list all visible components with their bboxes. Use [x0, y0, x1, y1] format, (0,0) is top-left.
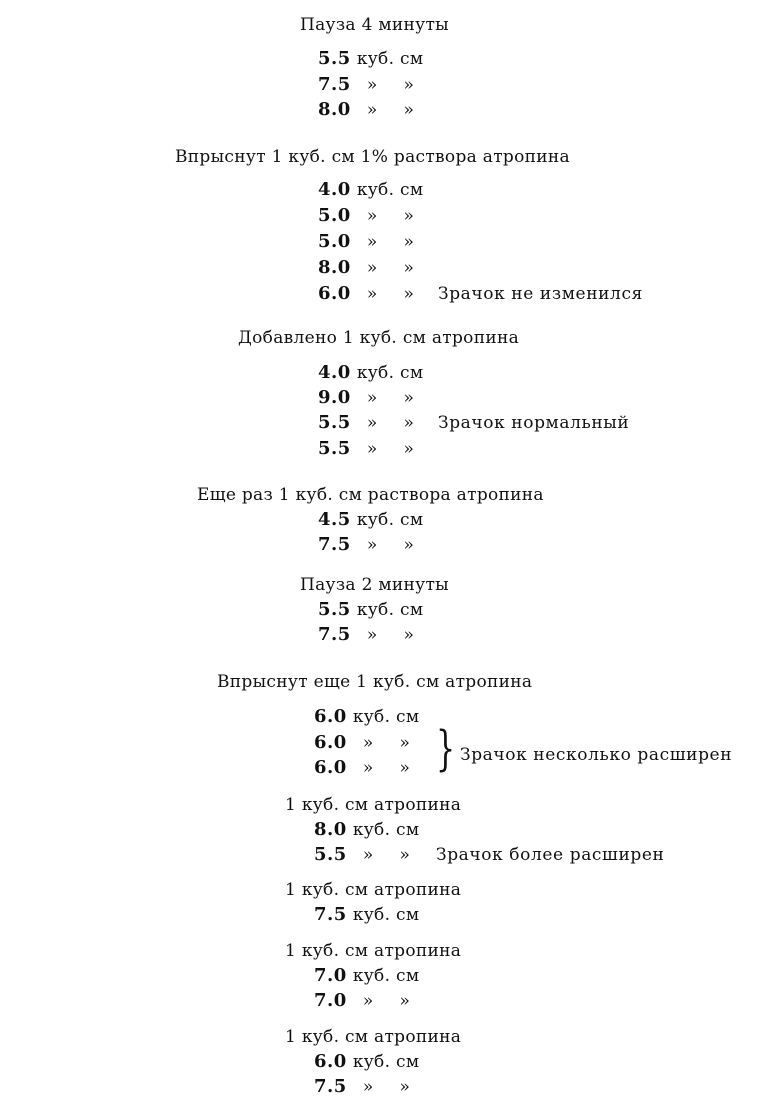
- section-heading: Еще раз 1 куб. см раствора атропина: [197, 485, 544, 505]
- value: 8.0: [318, 99, 351, 120]
- value: 6.0: [314, 757, 347, 778]
- measurement-row: [318, 510, 423, 530]
- unit: куб. см: [352, 966, 420, 986]
- unit: куб. см: [356, 600, 424, 620]
- measurement-row: [318, 363, 423, 383]
- value: 7.5: [318, 624, 351, 645]
- ditto-mark: »: [362, 845, 374, 865]
- measurement-row: [318, 100, 414, 120]
- value: 6.0: [318, 283, 351, 304]
- measurement-row: [318, 49, 423, 69]
- value: 5.5: [318, 48, 351, 69]
- ditto-mark: »: [403, 388, 415, 408]
- value: 8.0: [314, 819, 347, 840]
- ditto-mark: »: [366, 413, 378, 433]
- measurement-row: [314, 966, 419, 986]
- pupil-note: Зрачок нормальный: [438, 413, 630, 433]
- unit: куб. см: [352, 1052, 420, 1072]
- ditto-mark: »: [399, 733, 411, 753]
- measurement-row: [318, 535, 414, 555]
- ditto-mark: »: [366, 258, 378, 278]
- section-heading: 1 куб. см атропина: [285, 880, 462, 900]
- pupil-note: Зрачок несколько расширен: [460, 745, 733, 765]
- value: 7.5: [318, 534, 351, 555]
- measurement-row: [318, 232, 414, 252]
- ditto-mark: »: [403, 75, 415, 95]
- ditto-mark: »: [399, 1077, 411, 1097]
- measurement-row: [314, 758, 410, 778]
- pupil-note: Зрачок не изменился: [438, 284, 643, 304]
- measurement-row: [318, 625, 414, 645]
- ditto-mark: »: [366, 439, 378, 459]
- measurement-row: [318, 284, 414, 304]
- ditto-mark: »: [366, 388, 378, 408]
- section-heading: Пауза 4 минуты: [300, 15, 450, 35]
- measurement-row: [314, 820, 419, 840]
- measurement-row: [318, 206, 414, 226]
- ditto-mark: »: [366, 625, 378, 645]
- value: 7.5: [314, 1076, 347, 1097]
- value: 5.0: [318, 205, 351, 226]
- ditto-mark: »: [366, 100, 378, 120]
- ditto-mark: »: [403, 258, 415, 278]
- measurement-row: [314, 707, 419, 727]
- section-heading: Добавлено 1 куб. см атропина: [238, 328, 520, 348]
- value: 6.0: [314, 706, 347, 727]
- pupil-note: Зрачок более расширен: [436, 845, 665, 865]
- measurement-row: [318, 413, 414, 433]
- value: 5.5: [318, 412, 351, 433]
- measurement-row: [318, 75, 414, 95]
- unit: куб. см: [356, 363, 424, 383]
- value: 6.0: [314, 732, 347, 753]
- measurement-row: [318, 258, 414, 278]
- value: 7.0: [314, 990, 347, 1011]
- value: 5.5: [314, 844, 347, 865]
- ditto-mark: »: [399, 758, 411, 778]
- value: 5.5: [318, 438, 351, 459]
- ditto-mark: »: [403, 413, 415, 433]
- value: 9.0: [318, 387, 351, 408]
- measurement-row: [318, 600, 423, 620]
- value: 8.0: [318, 257, 351, 278]
- measurement-row: [314, 1077, 410, 1097]
- measurement-row: [318, 439, 414, 459]
- ditto-mark: »: [403, 439, 415, 459]
- section-heading: Пауза 2 минуты: [300, 575, 450, 595]
- section-heading: 1 куб. см атропина: [285, 941, 462, 961]
- ditto-mark: »: [403, 284, 415, 304]
- unit: куб. см: [352, 820, 420, 840]
- unit: куб. см: [356, 180, 424, 200]
- measurement-row: [314, 905, 419, 925]
- ditto-mark: »: [399, 991, 411, 1011]
- ditto-mark: »: [362, 733, 374, 753]
- ditto-mark: »: [403, 535, 415, 555]
- ditto-mark: »: [362, 991, 374, 1011]
- brace: }: [436, 721, 456, 778]
- unit: куб. см: [356, 49, 424, 69]
- ditto-mark: »: [366, 535, 378, 555]
- ditto-mark: »: [403, 100, 415, 120]
- measurement-row: [314, 1052, 419, 1072]
- section-heading: Впрыснут 1 куб. см 1% раствора атропина: [175, 147, 570, 167]
- value: 5.0: [318, 231, 351, 252]
- measurement-row: [314, 845, 410, 865]
- value: 5.5: [318, 599, 351, 620]
- ditto-mark: »: [362, 1077, 374, 1097]
- measurement-row: [318, 180, 423, 200]
- ditto-mark: »: [366, 232, 378, 252]
- section-heading: 1 куб. см атропина: [285, 795, 462, 815]
- section-heading: Впрыснут еще 1 куб. см атропина: [217, 672, 533, 692]
- unit: куб. см: [356, 510, 424, 530]
- value: 4.5: [318, 509, 351, 530]
- measurement-row: [314, 733, 410, 753]
- value: 4.0: [318, 362, 351, 383]
- ditto-mark: »: [399, 845, 411, 865]
- value: 7.5: [314, 904, 347, 925]
- unit: куб. см: [352, 905, 420, 925]
- unit: куб. см: [352, 707, 420, 727]
- measurement-row: [318, 388, 414, 408]
- section-heading: 1 куб. см атропина: [285, 1027, 462, 1047]
- ditto-mark: »: [366, 284, 378, 304]
- measurement-row: [314, 991, 410, 1011]
- ditto-mark: »: [366, 206, 378, 226]
- value: 7.0: [314, 965, 347, 986]
- ditto-mark: »: [403, 206, 415, 226]
- ditto-mark: »: [403, 625, 415, 645]
- value: 4.0: [318, 179, 351, 200]
- value: 6.0: [314, 1051, 347, 1072]
- ditto-mark: »: [362, 758, 374, 778]
- ditto-mark: »: [366, 75, 378, 95]
- ditto-mark: »: [403, 232, 415, 252]
- value: 7.5: [318, 74, 351, 95]
